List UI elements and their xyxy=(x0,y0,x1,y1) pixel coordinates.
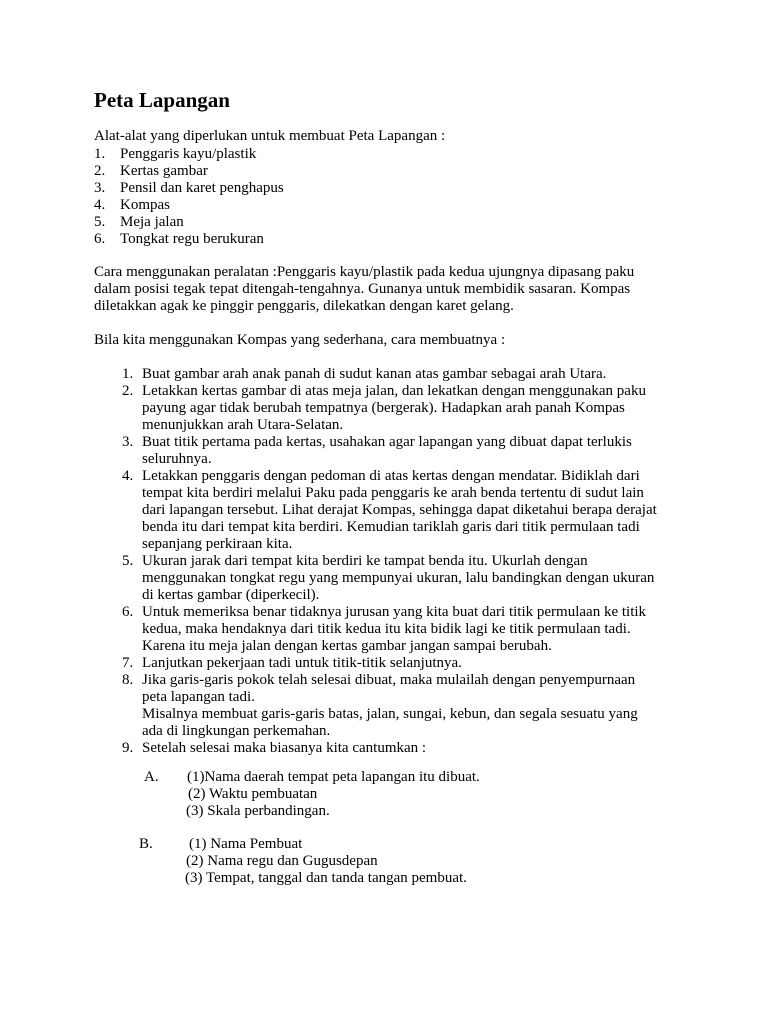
step-line: Jika garis-garis pokok telah selesai dibuat, maka mulailah dengan penyempurnaan xyxy=(142,672,636,688)
list-label: Kompas xyxy=(120,197,170,213)
group-b-item: (1) Nama Pembuat xyxy=(189,836,303,852)
step-line: Lanjutkan pekerjaan tadi untuk titik-titik selanjutnya. xyxy=(142,655,462,671)
step-line: peta lapangan tadi. xyxy=(142,689,255,705)
step-number: 8. xyxy=(122,672,134,688)
step-line: dari lapangan tersebut. Lihat derajat Kompas, sehingga dapat diketahui berapa derajat xyxy=(142,502,657,518)
step-item xyxy=(94,655,684,672)
list-label: Pensil dan karet penghapus xyxy=(120,180,284,196)
step-line: tempat kita berdiri melalui Paku pada penggaris ke arah benda tertentu di sudut lain xyxy=(142,485,644,501)
list-number: 1. xyxy=(94,146,106,162)
step-item xyxy=(94,366,684,383)
step-line: di kertas gambar (diperkecil). xyxy=(142,587,320,603)
step-item xyxy=(94,740,684,757)
list-item xyxy=(94,214,284,231)
step-item xyxy=(94,604,684,655)
step-number: 5. xyxy=(122,553,134,569)
list-label: Meja jalan xyxy=(120,214,184,230)
step-number: 2. xyxy=(122,383,134,399)
step-item xyxy=(94,468,684,553)
step-number: 3. xyxy=(122,434,134,450)
list-number: 2. xyxy=(94,163,106,179)
step-line: Buat gambar arah anak panah di sudut kanan atas gambar sebagai arah Utara. xyxy=(142,366,607,382)
page-title: Peta Lapangan xyxy=(94,88,230,112)
step-line: Letakkan kertas gambar di atas meja jalan, dan lekatkan dengan menggunakan paku xyxy=(142,383,646,399)
step-line: seluruhnya. xyxy=(142,451,212,467)
usage-paragraph: Cara menggunakan peralatan :Penggaris kayu/plastik pada kedua ujungnya dipasang paku dalam posisi tegak tepat ditengah-tengahnya. Gunanya untuk membidik sasaran. Kompas diletakkan agak ke pinggir penggaris, dilekatkan dengan karet gelang. xyxy=(94,264,635,314)
steps-list xyxy=(94,366,684,757)
list-number: 6. xyxy=(94,231,106,247)
step-line: Letakkan penggaris dengan pedoman di atas kertas dengan mendatar. Bidiklah dari xyxy=(142,468,640,484)
step-line: menunjukkan arah Utara-Selatan. xyxy=(142,417,344,433)
list-number: 5. xyxy=(94,214,106,230)
step-line: menggunakan tongkat regu yang mempunyai ukuran, lalu bandingkan dengan ukuran xyxy=(142,570,655,586)
step-item xyxy=(94,672,684,740)
step-number: 9. xyxy=(122,740,134,756)
step-line: Setelah selesai maka biasanya kita cantumkan : xyxy=(142,740,427,756)
list-label: Kertas gambar xyxy=(120,163,208,179)
group-a-item: (3) Skala perbandingan. xyxy=(186,803,330,819)
list-item xyxy=(94,197,284,214)
list-label: Penggaris kayu/plastik xyxy=(120,146,257,162)
step-number: 1. xyxy=(122,366,134,382)
group-a-item: (2) Waktu pembuatan xyxy=(188,786,318,802)
list-item xyxy=(94,180,284,197)
step-line: Ukuran jarak dari tempat kita berdiri ke tampat benda itu. Ukurlah dengan xyxy=(142,553,588,569)
compass-intro: Bila kita menggunakan Kompas yang sederhana, cara membuatnya : xyxy=(94,332,506,348)
step-number: 6. xyxy=(122,604,134,620)
tools-intro: Alat-alat yang diperlukan untuk membuat Peta Lapangan : xyxy=(94,128,446,144)
step-line: sepanjang perkiraan kita. xyxy=(142,536,293,552)
list-item xyxy=(94,146,284,163)
group-b-item: (3) Tempat, tanggal dan tanda tangan pembuat. xyxy=(185,870,467,886)
list-label: Tongkat regu berukuran xyxy=(120,231,264,247)
tools-list xyxy=(94,146,284,248)
step-number: 7. xyxy=(122,655,134,671)
step-line: Misalnya membuat garis-garis batas, jalan, sungai, kebun, dan segala sesuatu yang xyxy=(142,706,638,722)
step-line: benda itu dari tempat kita berdiri. Kemudian tariklah garis dari titik permulaan tadi xyxy=(142,519,640,535)
step-line: Karena itu meja jalan dengan kertas gambar jangan sampai berubah. xyxy=(142,638,552,654)
step-item xyxy=(94,383,684,434)
step-item xyxy=(94,434,684,468)
step-line: Buat titik pertama pada kertas, usahakan agar lapangan yang dibuat dapat terlukis xyxy=(142,434,632,450)
list-item xyxy=(94,163,284,180)
group-a-letter: A. xyxy=(144,769,159,785)
step-line: ada di lingkungan perkemahan. xyxy=(142,723,331,739)
list-number: 3. xyxy=(94,180,106,196)
step-line: Untuk memeriksa benar tidaknya jurusan yang kita buat dari titik permulaan ke titik xyxy=(142,604,647,620)
step-item xyxy=(94,553,684,604)
group-a-item: (1)Nama daerah tempat peta lapangan itu dibuat. xyxy=(187,769,480,785)
group-b-item: (2) Nama regu dan Gugusdepan xyxy=(186,853,378,869)
step-number: 4. xyxy=(122,468,134,484)
list-number: 4. xyxy=(94,197,106,213)
group-b-letter: B. xyxy=(139,836,153,852)
step-line: kedua, maka hendaknya dari titik kedua itu kita bidik lagi ke titik permulaan tadi. xyxy=(142,621,631,637)
step-line: payung agar tidak berubah tempatnya (bergerak). Hadapkan arah panah Kompas xyxy=(142,400,625,416)
list-item xyxy=(94,231,284,248)
